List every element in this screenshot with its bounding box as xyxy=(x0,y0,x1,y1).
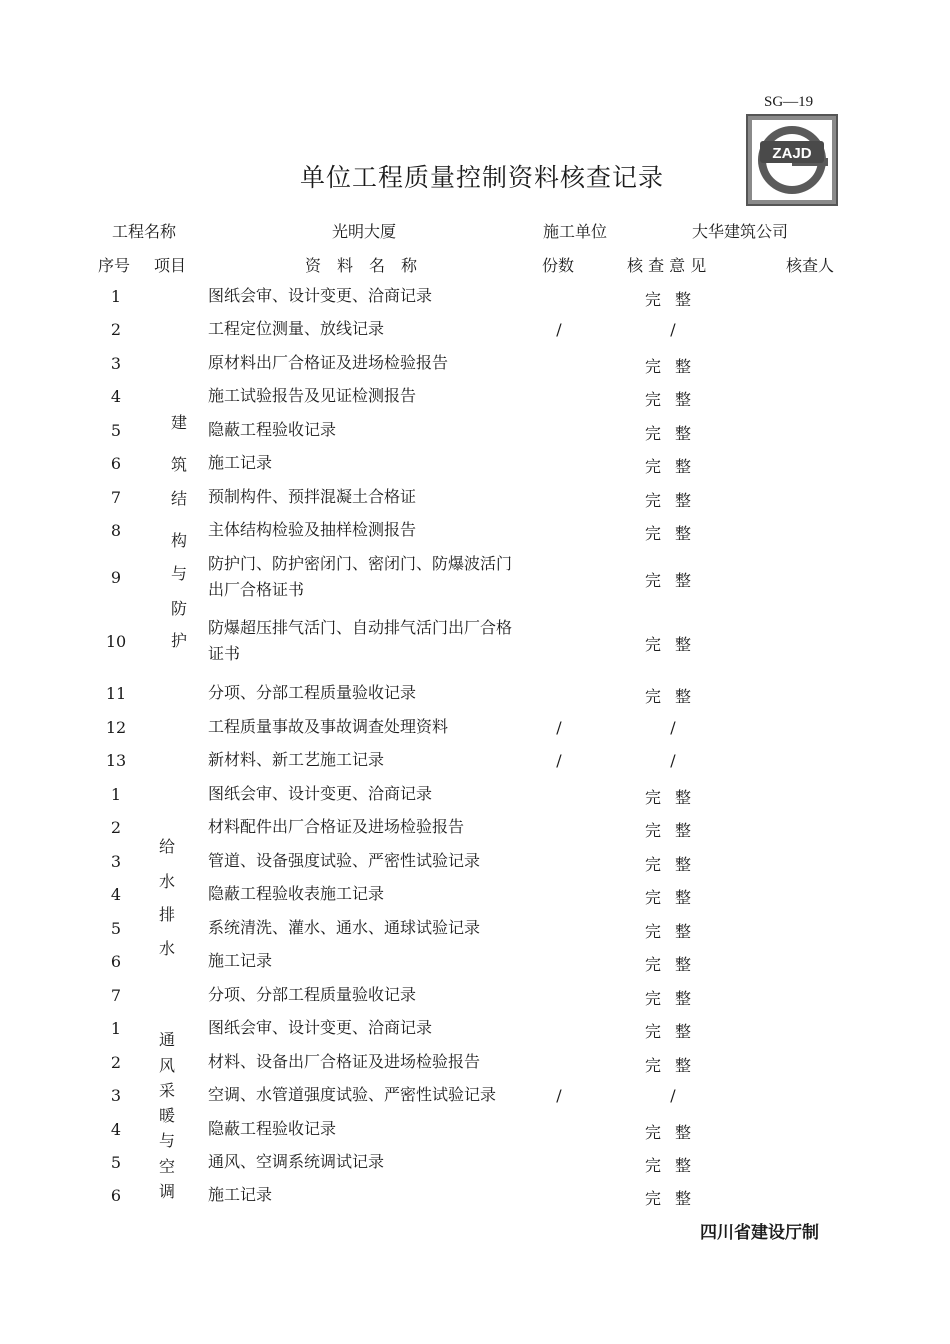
item-label-char: 筑 xyxy=(170,455,187,474)
row-material-name: 防爆超压排气活门、自动排气活门出厂合格证书 xyxy=(208,618,513,663)
row-material-name: 工程质量事故及事故调查处理资料 xyxy=(208,717,449,736)
row-material-name: 空调、水管道强度试验、严密性试验记录 xyxy=(208,1085,497,1104)
col-checker: 核查人 xyxy=(786,256,835,275)
row-material-name: 施工记录 xyxy=(208,951,273,970)
row-material-name: 工程定位测量、放线记录 xyxy=(208,319,385,338)
row-seq: 4 xyxy=(110,387,122,406)
row-material-name: 防护门、防护密闭门、密闭门、防爆波活门出厂合格证书 xyxy=(208,554,513,599)
row-seq: 2 xyxy=(110,818,122,837)
item-label-char: 排 xyxy=(158,905,175,924)
row-copies: / xyxy=(556,718,562,737)
logo-text: ZAJD xyxy=(772,145,812,162)
row-seq: 1 xyxy=(110,287,122,306)
col-seq: 序号 xyxy=(98,256,131,275)
item-label-char: 调 xyxy=(158,1182,175,1201)
row-material-name: 系统清洗、灌水、通水、通球试验记录 xyxy=(208,918,481,937)
row-seq: 8 xyxy=(110,521,122,540)
row-seq: 7 xyxy=(110,986,122,1005)
row-seq: 1 xyxy=(110,785,122,804)
row-material-name: 原材料出厂合格证及进场检验报告 xyxy=(208,353,449,372)
row-check-opinion: 完整 xyxy=(644,1156,705,1175)
row-material-name: 分项、分部工程质量验收记录 xyxy=(208,985,417,1004)
row-seq: 5 xyxy=(110,1153,122,1172)
row-seq: 4 xyxy=(110,1120,122,1139)
form-code: SG—19 xyxy=(764,94,814,110)
item-label-char: 给 xyxy=(158,837,175,856)
item-label-char: 与 xyxy=(158,1131,175,1150)
col-opinion: 核 查 意 见 xyxy=(627,256,707,275)
row-check-opinion: 完整 xyxy=(644,457,705,476)
row-material-name: 图纸会审、设计变更、洽商记录 xyxy=(208,286,433,305)
row-material-name: 施工试验报告及见证检测报告 xyxy=(208,386,417,405)
row-check-opinion: 完整 xyxy=(644,491,705,510)
item-label-char: 防 xyxy=(170,599,187,618)
row-check-opinion: / xyxy=(670,320,676,339)
row-check-opinion: 完整 xyxy=(644,687,705,706)
item-label-char: 空 xyxy=(158,1157,175,1176)
row-seq: 6 xyxy=(110,454,122,473)
item-label-char: 采 xyxy=(158,1081,175,1100)
row-material-name: 分项、分部工程质量验收记录 xyxy=(208,683,417,702)
row-check-opinion: 完整 xyxy=(644,821,705,840)
page-title: 单位工程质量控制资料核查记录 xyxy=(299,163,664,192)
item-label-char: 建 xyxy=(170,413,187,432)
row-check-opinion: / xyxy=(670,718,676,737)
row-material-name: 管道、设备强度试验、严密性试验记录 xyxy=(208,851,481,870)
row-seq: 11 xyxy=(105,684,127,703)
row-material-name: 材料、设备出厂合格证及进场检验报告 xyxy=(208,1052,481,1071)
row-seq: 13 xyxy=(105,751,127,770)
row-seq: 1 xyxy=(110,1019,122,1038)
item-label-char: 构 xyxy=(170,531,187,550)
row-check-opinion: 完整 xyxy=(644,922,705,941)
item-label-char: 护 xyxy=(170,631,187,650)
item-label-char: 结 xyxy=(170,489,187,508)
row-check-opinion: 完整 xyxy=(644,424,705,443)
row-seq: 3 xyxy=(110,852,122,871)
row-seq: 7 xyxy=(110,488,122,507)
row-check-opinion: / xyxy=(670,751,676,770)
row-copies: / xyxy=(556,320,562,339)
row-check-opinion: 完整 xyxy=(644,989,705,1008)
row-seq: 5 xyxy=(110,421,122,440)
row-check-opinion: 完整 xyxy=(644,888,705,907)
item-label-char: 水 xyxy=(158,872,175,891)
row-check-opinion: 完整 xyxy=(644,955,705,974)
row-material-name: 隐蔽工程验收表施工记录 xyxy=(208,884,385,903)
construction-unit-label: 施工单位 xyxy=(543,222,608,241)
row-material-name: 图纸会审、设计变更、洽商记录 xyxy=(208,1018,433,1037)
row-check-opinion: 完整 xyxy=(644,1123,705,1142)
item-label-char: 暖 xyxy=(158,1106,175,1125)
row-seq: 6 xyxy=(110,1186,122,1205)
row-seq: 6 xyxy=(110,952,122,971)
item-label-char: 与 xyxy=(170,564,187,583)
row-seq: 10 xyxy=(105,632,127,651)
row-copies: / xyxy=(556,751,562,770)
row-material-name: 主体结构检验及抽样检测报告 xyxy=(208,520,417,539)
col-material-name: 资 料 名 称 xyxy=(305,256,418,275)
issuer-footer: 四川省建设厅制 xyxy=(700,1223,819,1243)
row-material-name: 隐蔽工程验收记录 xyxy=(208,420,337,439)
row-seq: 2 xyxy=(110,320,122,339)
row-check-opinion: 完整 xyxy=(644,524,705,543)
row-check-opinion: 完整 xyxy=(644,855,705,874)
row-material-name: 施工记录 xyxy=(208,453,273,472)
row-material-name: 材料配件出厂合格证及进场检验报告 xyxy=(208,817,465,836)
row-check-opinion: 完整 xyxy=(644,635,705,654)
col-copies: 份数 xyxy=(542,256,575,275)
row-check-opinion: 完整 xyxy=(644,1189,705,1208)
row-seq: 4 xyxy=(110,885,122,904)
project-name-label: 工程名称 xyxy=(112,222,177,241)
item-label-char: 水 xyxy=(158,939,175,958)
row-material-name: 预制构件、预拌混凝土合格证 xyxy=(208,487,417,506)
row-check-opinion: 完整 xyxy=(644,788,705,807)
row-seq: 3 xyxy=(110,354,122,373)
row-material-name: 隐蔽工程验收记录 xyxy=(208,1119,337,1138)
row-check-opinion: 完整 xyxy=(644,357,705,376)
row-check-opinion: 完整 xyxy=(644,1056,705,1075)
row-check-opinion: 完整 xyxy=(644,290,705,309)
construction-unit-value: 大华建筑公司 xyxy=(692,222,789,241)
row-check-opinion: 完整 xyxy=(644,390,705,409)
row-seq: 5 xyxy=(110,919,122,938)
project-name-value: 光明大厦 xyxy=(332,222,397,241)
item-label-char: 风 xyxy=(158,1056,175,1075)
row-check-opinion: 完整 xyxy=(644,571,705,590)
row-check-opinion: / xyxy=(670,1086,676,1105)
row-seq: 12 xyxy=(105,718,127,737)
row-copies: / xyxy=(556,1086,562,1105)
row-material-name: 施工记录 xyxy=(208,1185,273,1204)
row-material-name: 新材料、新工艺施工记录 xyxy=(208,750,385,769)
row-seq: 2 xyxy=(110,1053,122,1072)
row-material-name: 通风、空调系统调试记录 xyxy=(208,1152,385,1171)
row-material-name: 图纸会审、设计变更、洽商记录 xyxy=(208,784,433,803)
row-check-opinion: 完整 xyxy=(644,1022,705,1041)
row-seq: 9 xyxy=(110,568,122,587)
col-item: 项目 xyxy=(154,256,187,275)
row-seq: 3 xyxy=(110,1086,122,1105)
item-label-char: 通 xyxy=(158,1030,175,1049)
